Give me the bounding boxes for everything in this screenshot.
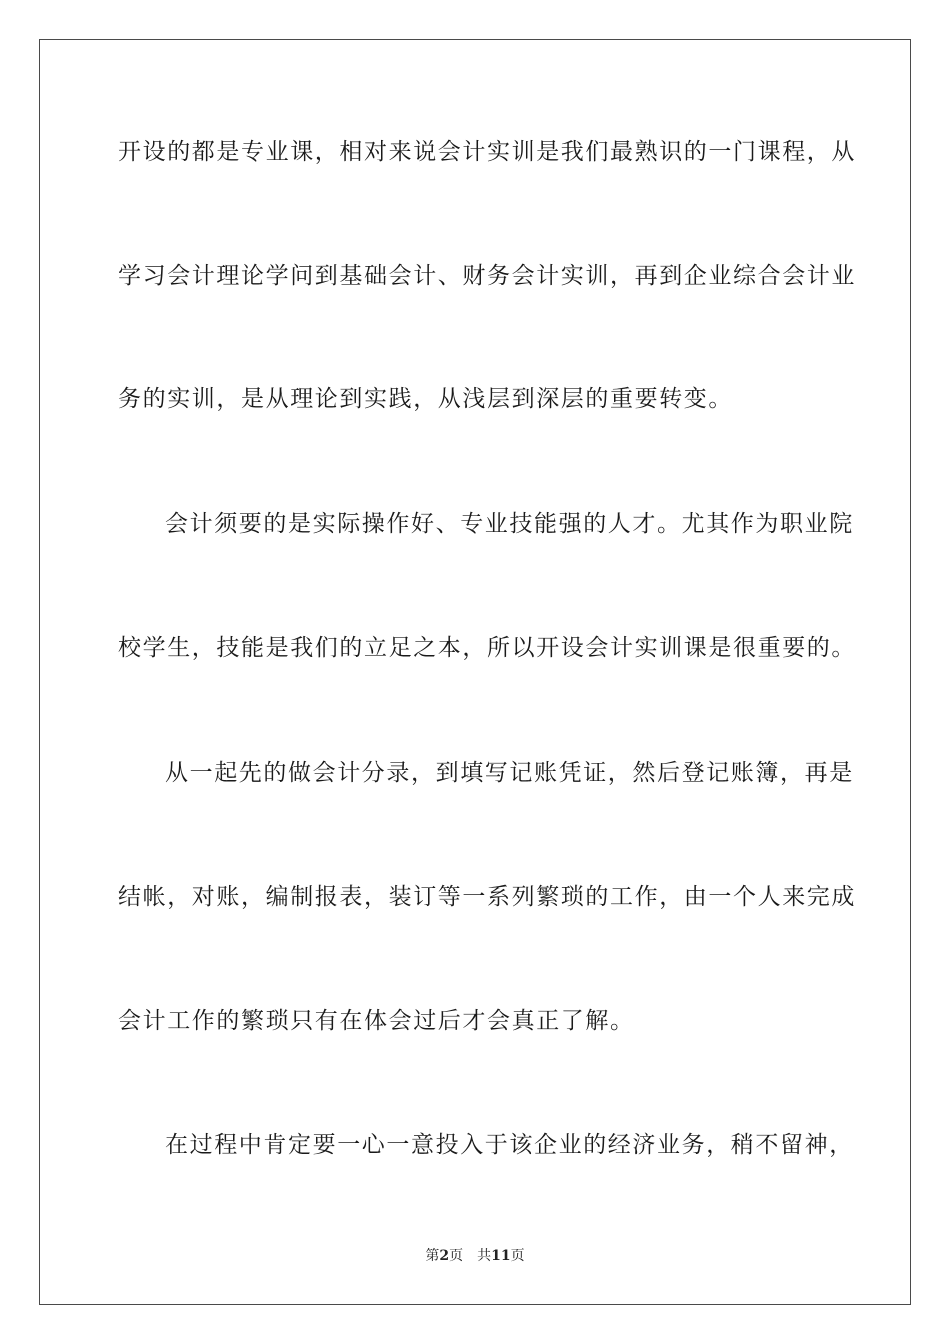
text-line-5: 校学生，技能是我们的立足之本，所以开设会计实训课是很重要的。 [118,635,856,661]
page-footer [0,1246,950,1266]
total-pages: 11 [491,1248,511,1264]
page-suffix: 页 [449,1248,464,1264]
text-line-9: 在过程中肯定要一心一意投入于该企业的经济业务，稍不留神， [165,1132,854,1158]
total-prefix: 共 [477,1248,492,1264]
page-prefix: 第 [425,1248,440,1264]
text-line-3: 务的实训，是从理论到实践，从浅层到深层的重要转变。 [118,386,733,412]
page-border [39,39,911,1305]
text-line-7: 结帐，对账，编制报表，装订等一系列繁琐的工作，由一个人来完成 [118,884,856,910]
text-line-8: 会计工作的繁琐只有在体会过后才会真正了解。 [118,1008,635,1034]
text-line-1: 开设的都是专业课，相对来说会计实训是我们最熟识的一门课程，从 [118,139,856,165]
total-suffix: 页 [510,1248,525,1264]
page-number: 2 [439,1248,450,1264]
text-line-4: 会计须要的是实际操作好、专业技能强的人才。尤其作为职业院 [165,511,854,537]
text-line-2: 学习会计理论学问到基础会计、财务会计实训，再到企业综合会计业 [118,263,856,289]
text-line-6: 从一起先的做会计分录，到填写记账凭证，然后登记账簿，再是 [165,760,854,786]
